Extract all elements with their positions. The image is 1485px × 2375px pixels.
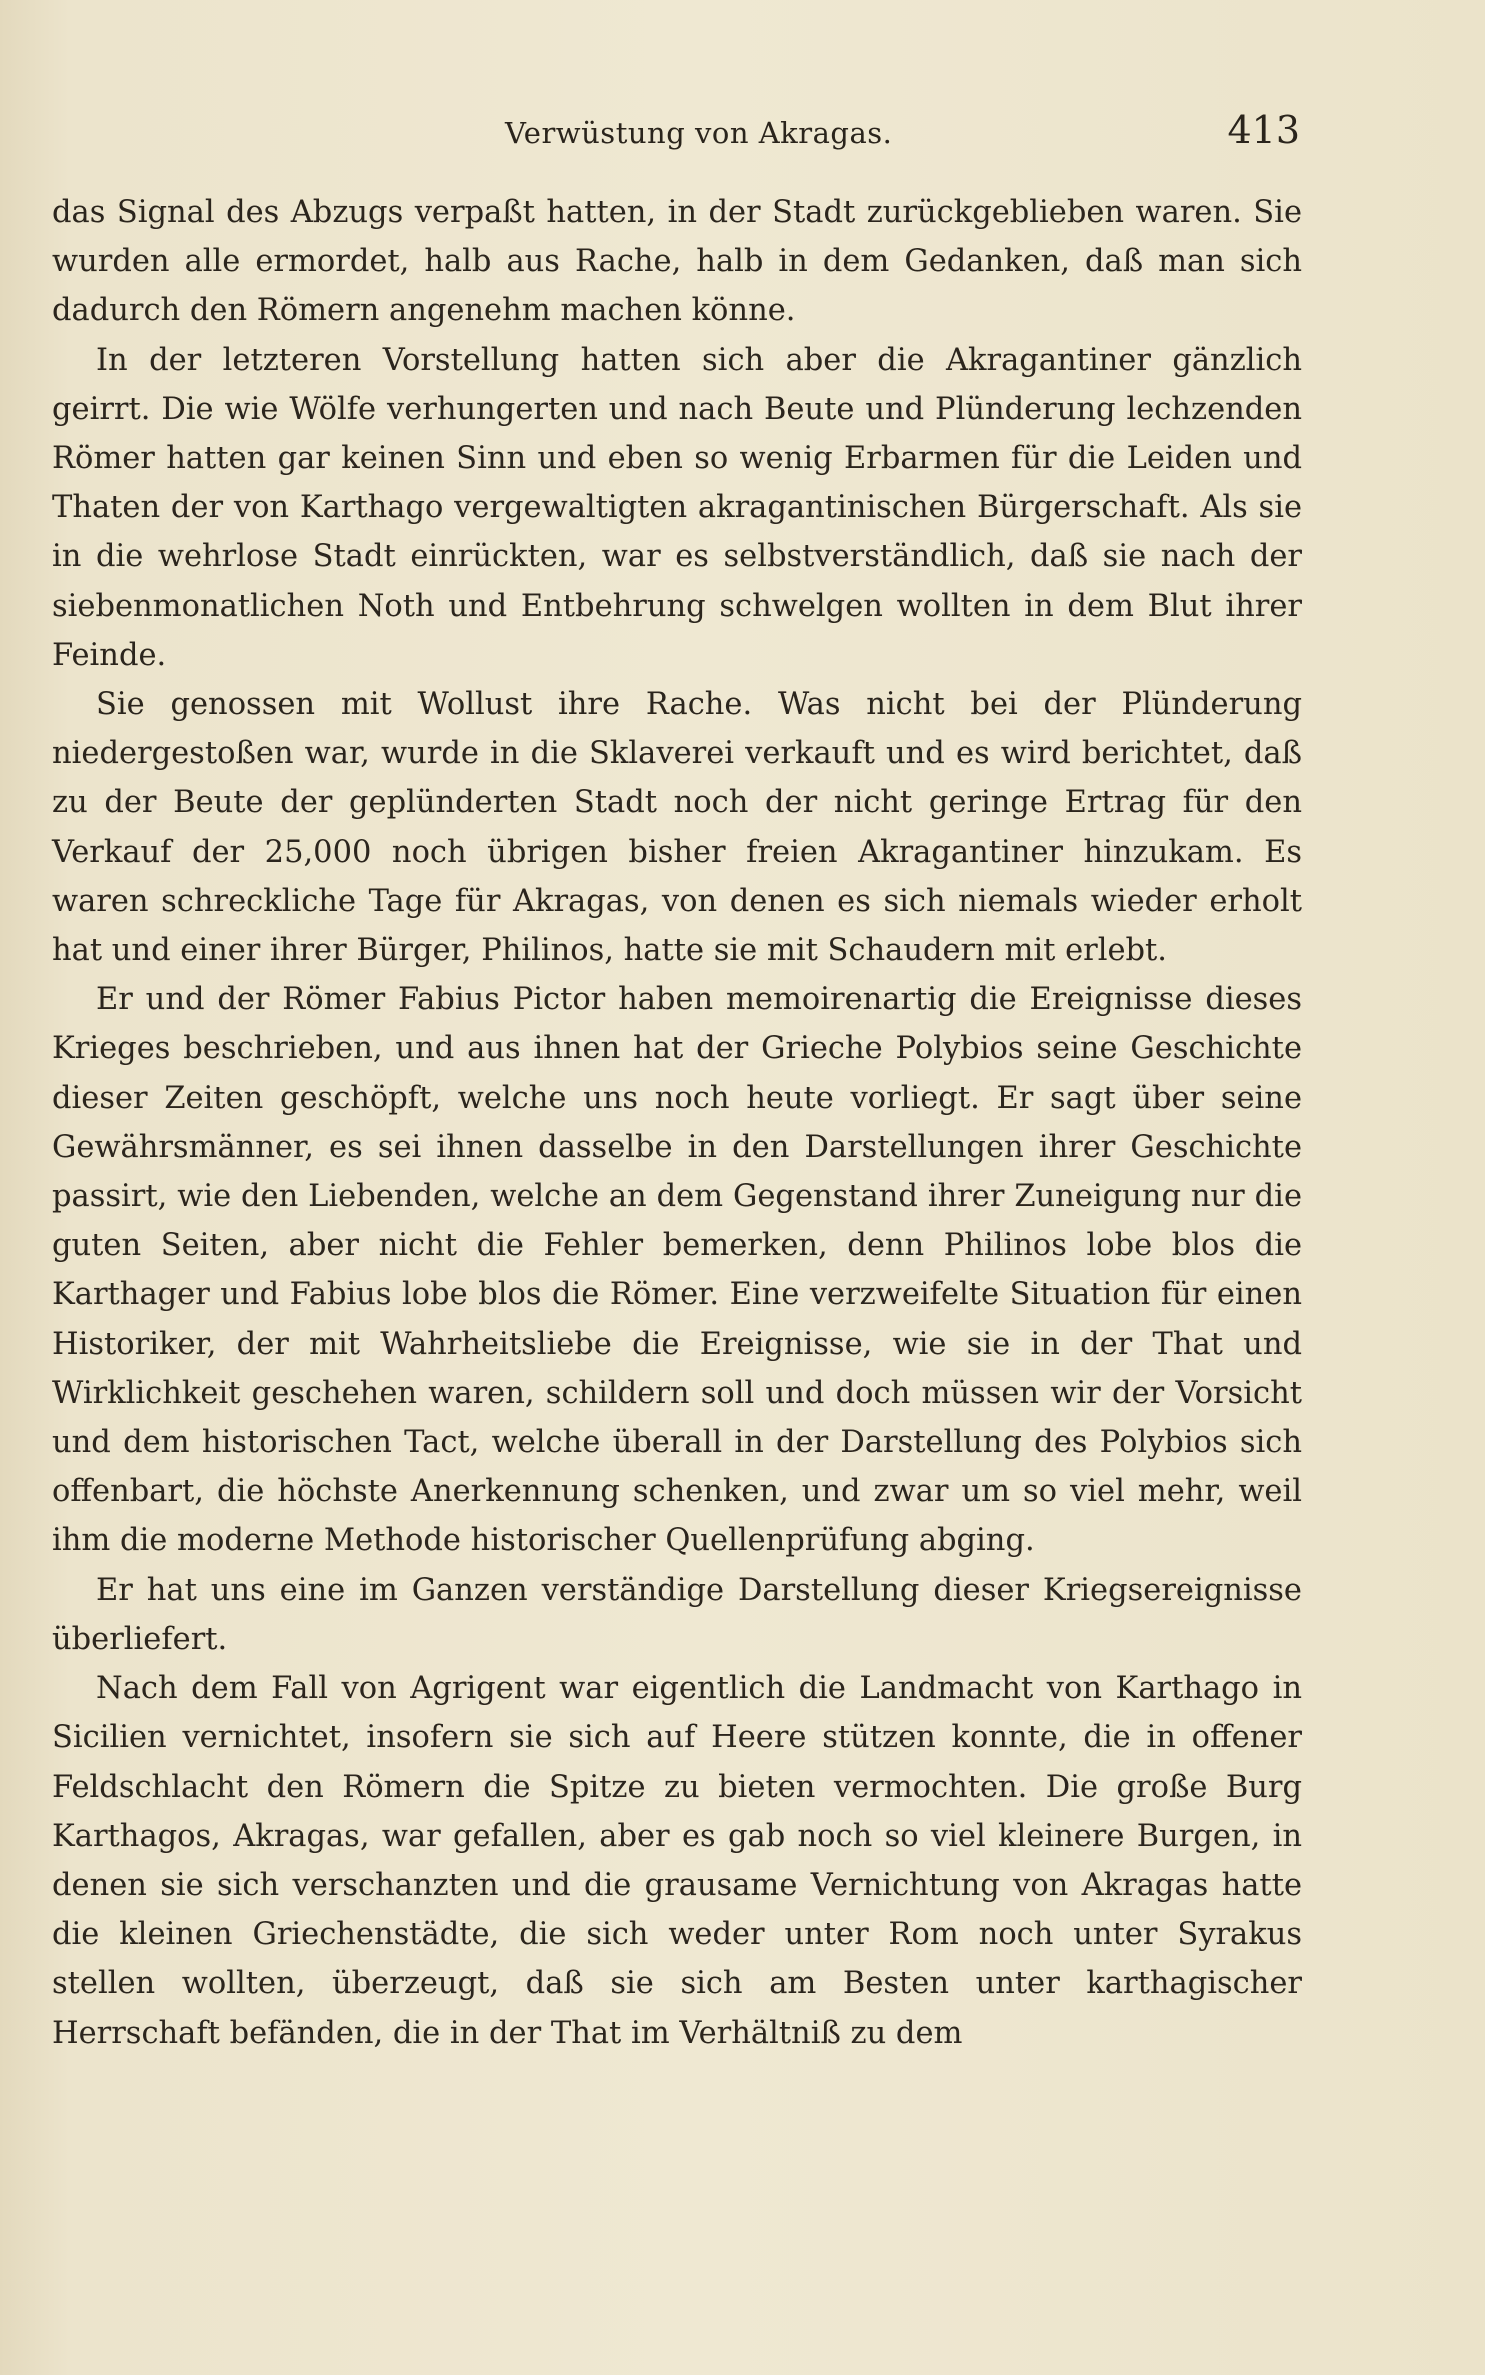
- paragraph: Sie genossen mit Wollust ihre Rache. Was nicht bei der Plünderung niedergestoßen war, wurde in die Sklaverei verkauft und es wird berichtet, daß zu der Beute der geplünderten Stadt noch der nicht geringe Ertrag für den Verkauf der 25,000 noch übrigen bisher freien Akragantiner hinzukam. Es waren schreckliche Tage für Akragas, von denen es sich niemals wieder erholt hat und einer ihrer Bürger, Philinos, hatte sie mit Schaudern mit erlebt.: [52, 687, 1302, 969]
- page-number: 413: [1227, 108, 1300, 152]
- paragraph: Er und der Römer Fabius Pictor haben memoirenartig die Ereignisse dieses Krieges beschrieben, und aus ihnen hat der Grieche Polybios seine Geschichte dieser Zeiten geschöpft, welche uns noch heute vorliegt. Er sagt über seine Gewährsmänner, es sei ihnen dasselbe in den Darstellungen ihrer Geschichte passirt, wie den Liebenden, welche an dem Gegenstand ihrer Zuneigung nur die guten Seiten, aber nicht die Fehler bemerken, denn Philinos lobe blos die Karthager und Fabius lobe blos die Römer. Eine verzweifelte Situation für einen Historiker, der mit Wahrheitsliebe die Ereignisse, wie sie in der That und Wirklichkeit geschehen waren, schildern soll und doch müssen wir der Vorsicht und dem historischen Tact, welche überall in der Darstellung des Polybios sich offenbart, die höchste Anerkennung schenken, und zwar um so viel mehr, weil ihm die moderne Methode historischer Quellenprüfung abging.: [52, 982, 1302, 1559]
- paragraph: Nach dem Fall von Agrigent war eigentlich die Landmacht von Karthago in Sicilien vernichtet, insofern sie sich auf Heere stützen konnte, die in offener Feldschlacht den Römern die Spitze zu bieten vermochten. Die große Burg Karthagos, Akragas, war gefallen, aber es gab noch so viel kleinere Burgen, in denen sie sich verschanzten und die grausame Vernichtung von Akragas hatte die kleinen Griechenstädte, die sich weder unter Rom noch unter Syrakus stellen wollten, überzeugt, daß sie sich am Besten unter karthagischer Herrschaft befänden, die in der That im Verhältniß zu dem: [52, 1671, 1302, 2051]
- paragraph: In der letzteren Vorstellung hatten sich aber die Akragantiner gänzlich geirrt. Die wie Wölfe verhungerten und nach Beute und Plünderung lechzenden Römer hatten gar keinen Sinn und eben so wenig Erbarmen für die Leiden und Thaten der von Karthago vergewaltigten akragantinischen Bürgerschaft. Als sie in die wehrlose Stadt einrückten, war es selbstverständlich, daß sie nach der siebenmonatlichen Noth und Entbehrung schwelgen wollten in dem Blut ihrer Feinde.: [52, 342, 1302, 673]
- body-text: [52, 188, 1302, 2058]
- paragraph: Er hat uns eine im Ganzen verständige Darstellung dieser Kriegsereignisse überliefert.: [52, 1572, 1302, 1657]
- paragraph-continued: das Signal des Abzugs verpaßt hatten, in der Stadt zurückgeblieben waren. Sie wurden alle ermordet, halb aus Rache, halb in dem Gedanken, daß man sich dadurch den Römern angenehm machen könne.: [52, 195, 1302, 329]
- page-header: [50, 108, 1300, 158]
- running-title: Verwüstung von Akragas.: [505, 116, 893, 150]
